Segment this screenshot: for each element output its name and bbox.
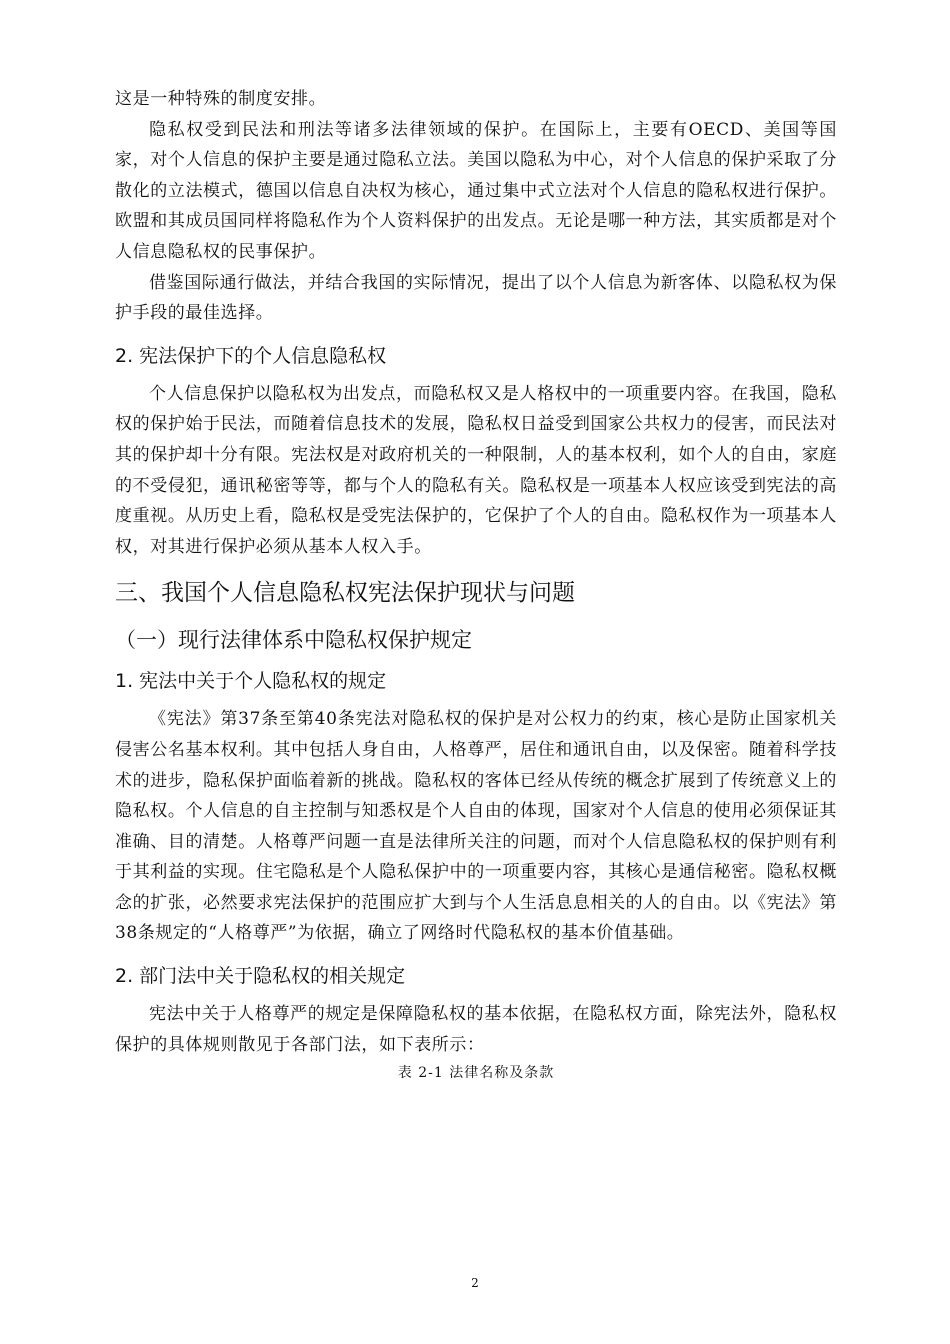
- paragraph: 《宪法》第37条至第40条宪法对隐私权的保护是对公权力的约束，核心是防止国家机关侵害公名基本权利。其中包括人身自由，人格尊严，居住和通讯自由，以及保密。随着科学技术的进步，隐私保护面临着新的挑战。隐私权的客体已经从传统的概念扩展到了传统意义上的隐私权。个人信息的自主控制与知悉权是个人自由的体现，国家对个人信息的使用必须保证其准确、目的清楚。人格尊严问题一直是法律所关注的问题，而对个人信息隐私权的保护则有利于其利益的实现。住宅隐私是个人隐私保护中的一项重要内容，其核心是通信秘密。隐私权概念的扩张，必然要求宪法保护的范围应扩大到与个人生活息息相关的人的自由。以《宪法》第38条规定的“人格尊严”为依据，确立了网络时代隐私权的基本价值基础。: [115, 709, 837, 944]
- paragraph: 个人信息保护以隐私权为出发点，而隐私权又是人格权中的一项重要内容。在我国，隐私权的保护始于民法，而随着信息技术的发展，隐私权日益受到国家公共权力的侵害，而民法对其的保护却十分有限。宪法权是对政府机关的一种限制，人的基本权利，如个人的自由，家庭的不受侵犯，通讯秘密等等，都与个人的隐私有关。隐私权是一项基本人权应该受到宪法的高度重视。从历史上看，隐私权是受宪法保护的，它保护了个人的自由。隐私权作为一项基本人权，对其进行保护必须从基本人权入手。: [115, 383, 837, 557]
- subsection-heading: 1. 宪法中关于个人隐私权的规定: [115, 670, 387, 693]
- subsection-heading: 2. 宪法保护下的个人信息隐私权: [115, 344, 387, 367]
- paragraph: 借鉴国际通行做法，并结合我国的实际情况，提出了以个人信息为新客体、以隐私权为保护手段的最佳选择。: [115, 272, 837, 324]
- table-caption: 表 2-1 法律名称及条款: [397, 1065, 555, 1082]
- section-heading: （一）现行法律体系中隐私权保护规定: [115, 628, 472, 653]
- subsection-heading: 2. 部门法中关于隐私权的相关规定: [115, 965, 406, 988]
- paragraph: 隐私权受到民法和刑法等诸多法律领域的保护。在国际上，主要有OECD、美国等国家，对个人信息的保护主要是通过隐私立法。美国以隐私为中心，对个人信息的保护采取了分散化的立法模式，德国以信息自决权为核心，通过集中式立法对个人信息的隐私权进行保护。欧盟和其成员国同样将隐私作为个人资料保护的出发点。无论是哪一种方法，其实质都是对个人信息隐私权的民事保护。: [115, 119, 837, 262]
- paragraph: 宪法中关于人格尊严的规定是保障隐私权的基本依据，在隐私权方面，除宪法外，隐私权保护的具体规则散见于各部门法，如下表所示：: [115, 1004, 837, 1055]
- chapter-heading: 三、我国个人信息隐私权宪法保护现状与问题: [115, 580, 575, 607]
- page-number: 2: [471, 1276, 479, 1290]
- paragraph: 这是一种特殊的制度安排。: [115, 89, 327, 109]
- document-body: [115, 84, 837, 1083]
